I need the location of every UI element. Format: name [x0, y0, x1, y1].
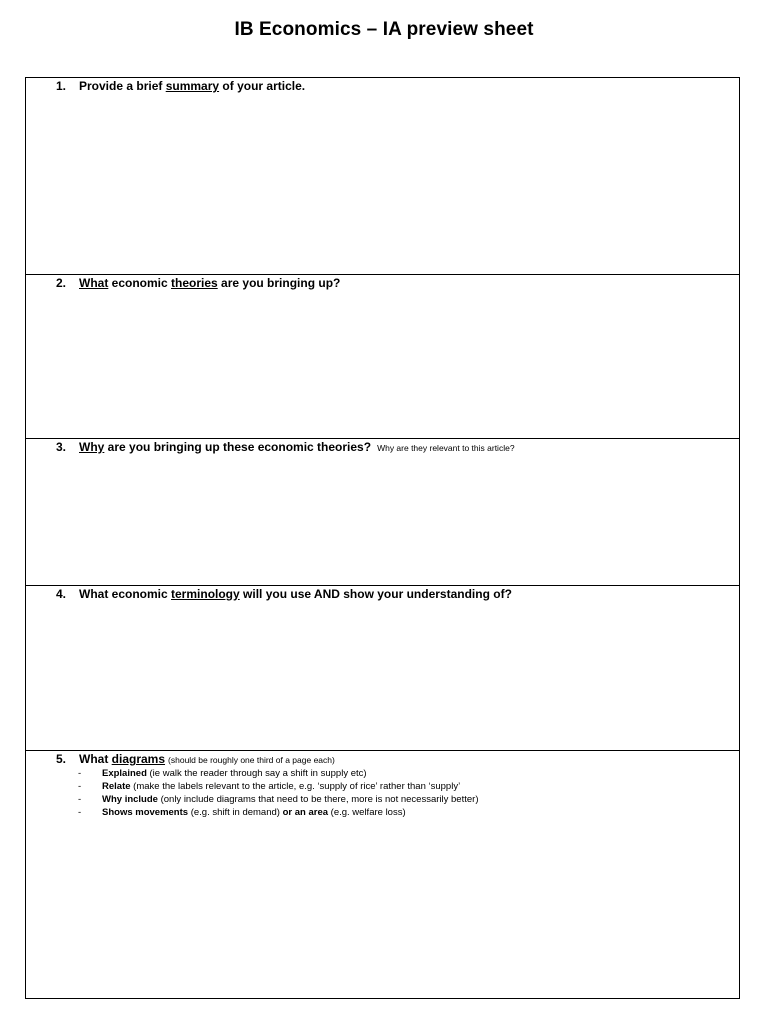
diagram-criterion-shows-movements	[78, 806, 406, 819]
criterion-label: or an area	[279, 807, 329, 818]
question-2	[56, 276, 340, 290]
bullet-dash: -	[78, 807, 82, 818]
section-theories[interactable]	[26, 275, 739, 439]
question-hint: (should be roughly one third of a page each)	[168, 755, 335, 765]
section-summary[interactable]	[26, 78, 739, 275]
question-3	[56, 440, 515, 455]
diagram-criterion-explained	[78, 767, 367, 780]
criterion-label: Shows movements	[102, 807, 189, 818]
question-text: Provide a brief	[79, 79, 166, 93]
question-text: are you bringing up these economic theories?	[104, 440, 372, 454]
question-text: are you bringing up?	[217, 276, 341, 290]
question-number: 5.	[56, 752, 67, 766]
question-number: 2.	[56, 276, 67, 290]
section-diagrams[interactable]	[26, 751, 739, 998]
question-4	[56, 587, 512, 601]
diagram-criterion-why-include	[78, 793, 478, 806]
criterion-label: Explained	[102, 768, 147, 779]
criterion-text: (e.g. shift in demand)	[188, 807, 280, 818]
question-text: What economic	[79, 587, 172, 601]
question-number: 4.	[56, 587, 67, 601]
question-1	[56, 79, 305, 93]
question-hint: Why are they relevant to this article?	[377, 443, 515, 453]
question-text: economic	[108, 276, 172, 290]
question-5	[56, 752, 335, 767]
question-keyword: Why	[79, 440, 105, 454]
criterion-text: (ie walk the reader through say a shift in supply etc)	[146, 768, 367, 779]
bullet-dash: -	[78, 781, 82, 792]
question-keyword: terminology	[171, 587, 240, 601]
bullet-dash: -	[78, 768, 82, 779]
question-text: of your article.	[219, 79, 306, 93]
criterion-text: (make the labels relevant to the article, e.g. ‘supply of rice’ rather than ‘supply’	[130, 781, 461, 792]
question-keyword: diagrams	[111, 752, 166, 766]
question-keyword: What	[79, 276, 109, 290]
question-number: 1.	[56, 79, 67, 93]
question-text: will you use AND show your understanding of?	[239, 587, 512, 601]
question-number: 3.	[56, 440, 67, 454]
question-keyword: summary	[165, 79, 220, 93]
preview-sheet-table	[25, 77, 740, 999]
criterion-text: (e.g. welfare loss)	[328, 807, 406, 818]
bullet-dash: -	[78, 794, 82, 805]
criterion-label: Why include	[102, 794, 158, 805]
question-text: What	[79, 752, 112, 766]
diagram-criterion-relate	[78, 780, 460, 793]
section-relevance[interactable]	[26, 439, 739, 586]
criterion-text: (only include diagrams that need to be there, more is not necessarily better)	[157, 794, 479, 805]
question-keyword: theories	[171, 276, 218, 290]
page-title: IB Economics – IA preview sheet	[234, 19, 534, 40]
section-terminology[interactable]	[26, 586, 739, 751]
criterion-label: Relate	[102, 781, 131, 792]
